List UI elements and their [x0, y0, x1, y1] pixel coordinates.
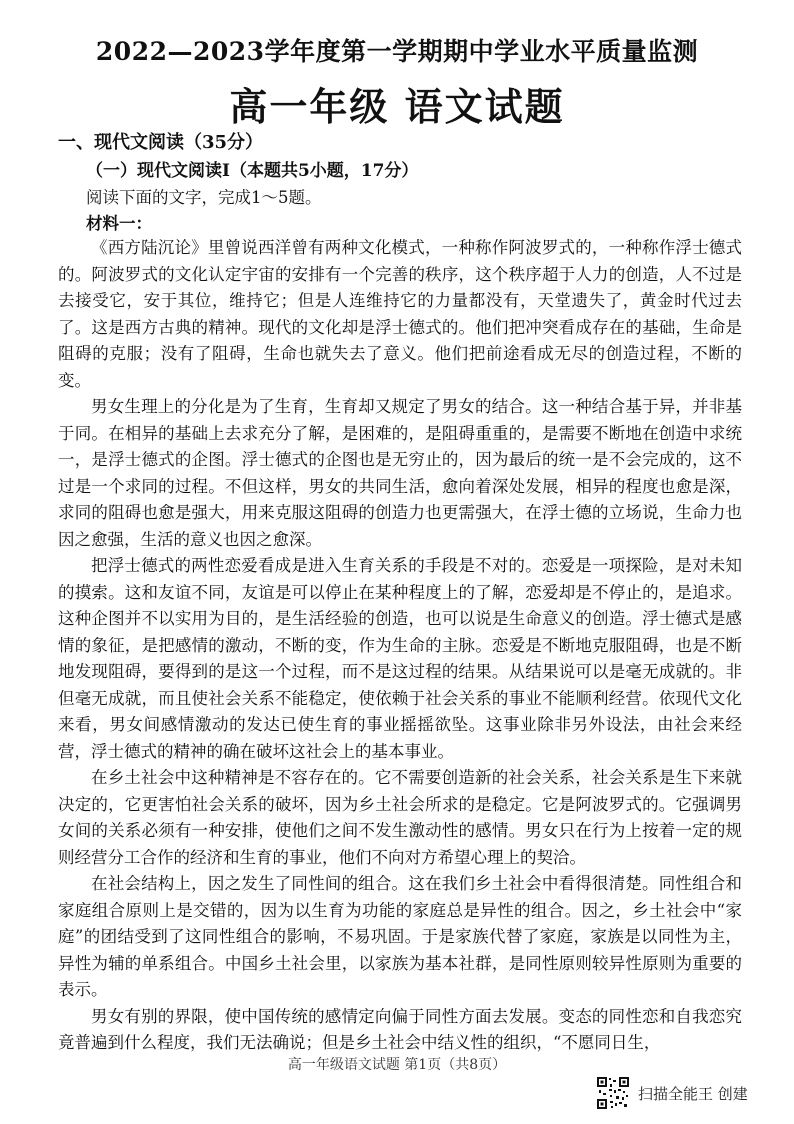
- material-label: 材料一：: [86, 214, 152, 233]
- page-title: 高一年级 语文试题: [229, 84, 565, 129]
- paragraph: 《西方陆沉论》里曾说西洋曾有两种文化模式，一种称作阿波罗式的，一种称作浮士德式的。阿波罗式的文化认定宇宙的安排有一个完善的秩序，这个秩序超于人力的创造，人不过是去接受它，安于其位，维持它；但是人连维持它的力量都没有，天堂遗失了，黄金时代过去了。这是西方古典的精神。现代的文化却是浮士德式的。他们把冲突看成存在的基础，生命是阻碍的克服；没有了阻碍，生命也就失去了意义。他们把前途看成无尽的创造过程，不断的变。: [58, 238, 742, 390]
- page-footer: 高一年级语文试题 第1页（共8页）: [287, 1057, 507, 1073]
- paragraph: 把浮士德式的两性恋爱看成是进入生育关系的手段是不对的。恋爱是一项探险，是对未知的摸索。这和友谊不同，友谊是可以停止在某种程度上的了解，恋爱却是不停止的，是追求。这种企图并不以实用为目的，是生活经验的创造，也可以说是生命意义的创造。浮士德式是感情的象征，是把感情的激动，不断的变，作为生命的主脉。恋爱是不断地克服阻碍，也是不断地发现阻碍，要得到的是这一个过程，而不是这过程的结果。从结果说可以是毫无成就的。非但毫无成就，而且使社会关系不能稳定，使依赖于社会关系的事业不能顺利经营。依现代文化来看，男女间感情激动的发达已使生育的事业摇摇欲坠。这事业除非另外设法，由社会来经营，浮士德式的精神的确在破坏这社会上的基本事业。: [58, 556, 742, 761]
- scanner-watermark-text: 扫描全能王 创建: [638, 1084, 748, 1103]
- passage-body: [58, 235, 742, 1057]
- paragraph: 男女有别的界限，使中国传统的感情定向偏于同性方面去发展。变态的同性恋和自我恋究竟普遍到什么程度，我们无法确说；但是乡土社会中结义性的组织，“不愿同日生，: [58, 1006, 742, 1052]
- scanner-watermark: [596, 1074, 748, 1112]
- subsection-heading: （一）现代文阅读Ⅰ（本题共5小题，17分）: [86, 161, 419, 181]
- qr-code-icon: [596, 1076, 630, 1110]
- reading-instruction: 阅读下面的文字，完成1～5题。: [86, 188, 322, 207]
- paragraph: 在乡土社会中这种精神是不容存在的。它不需要创造新的社会关系，社会关系是生下来就决定的，它更害怕社会关系的破坏，因为乡土社会所求的是稳定。它是阿波罗式的。它强调男女间的关系必须有一种安排，使他们之间不发生激动性的感情。男女只在行为上按着一定的规则经营分工合作的经济和生育的事业，他们不向对方希望心理上的契洽。: [58, 768, 742, 867]
- exam-name: 2022—2023学年度第一学期期中学业水平质量监测: [95, 37, 699, 66]
- section-heading: 一、现代文阅读（35分）: [58, 132, 264, 153]
- paragraph: 在社会结构上，因之发生了同性间的组合。这在我们乡土社会中看得很清楚。同性组合和家庭组合原则上是交错的，因为以生育为功能的家庭总是异性的组合。因之，乡土社会中“家庭”的团结受到了这同性组合的影响，不易巩固。于是家族代替了家庭，家族是以同性为主，异性为辅的单系组合。中国乡土社会里，以家族为基本社群，是同性原则较异性原则为重要的表示。: [58, 874, 742, 999]
- paragraph: 男女生理上的分化是为了生育，生育却又规定了男女的结合。这一种结合基于异，并非基于同。在相异的基础上去求充分了解，是困难的，是阻碍重重的，是需要不断地在创造中求统一，是浮士德式的企图。浮士德式的企图也是无穷止的，因为最后的统一是不会完成的，这不过是一个求同的过程。不但这样，男女的共同生活，愈向着深处发展，相异的程度也愈是深，求同的阻碍也愈是强大，用来克服这阻碍的创造力也更需强大，在浮士德的立场说，生命力也因之愈强，生活的意义也因之愈深。: [58, 397, 742, 549]
